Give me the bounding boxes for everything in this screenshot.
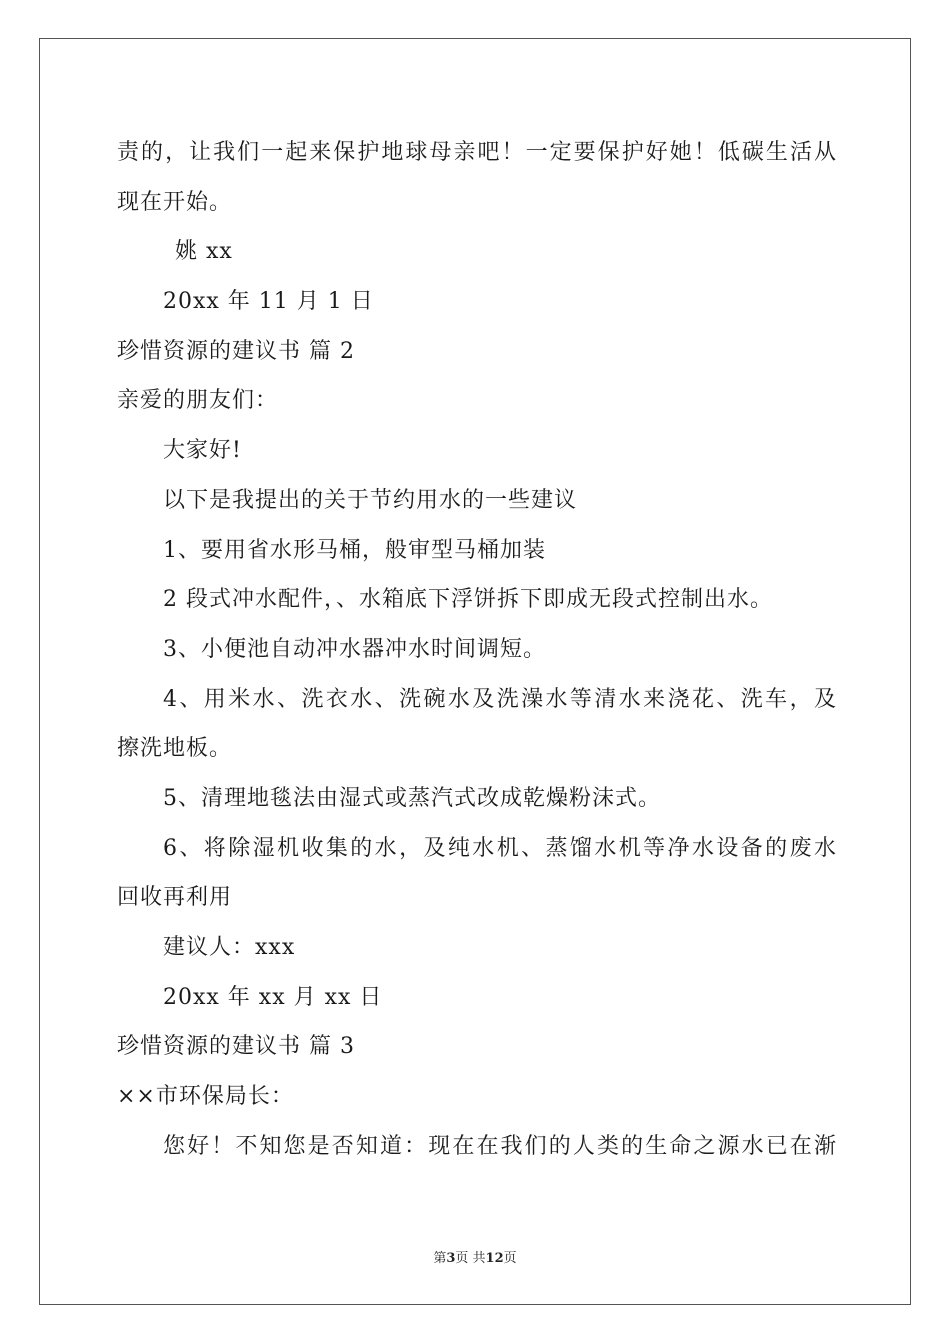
text-line: 您好！不知您是否知道：现在在我们的人类的生命之源水已在渐 [163,1133,837,1159]
text-line: 擦洗地板。 [117,736,233,762]
list-item: 3、小便池自动冲水器冲水时间调短。 [163,636,546,662]
greeting: 大家好! [163,438,242,464]
text-line: 责的，让我们一起来保护地球母亲吧！一定要保护好她！低碳生活从 [117,140,837,165]
footer-prefix: 第 [433,1251,447,1266]
signature-name: 建议人：xxx [163,935,296,960]
text-line: 现在开始。 [117,189,233,215]
list-item: 4、用米水、洗衣水、洗碗水及洗澡水等清水来浇花、洗车，及 [163,686,837,712]
footer-suffix: 页 [503,1251,517,1266]
salutation: ××市环保局长： [117,1084,294,1110]
list-item: 2 段式冲水配件，、水箱底下浮饼拆下即成无段式控制出水。 [163,587,773,613]
list-item: 5、清理地毯法由湿式或蒸汽式改成乾燥粉沫式。 [163,785,661,811]
text-line: 回收再利用 [117,885,233,911]
footer-total-pages: 12 [485,1251,504,1266]
footer-page-number: 3 [446,1251,456,1266]
salutation: 亲爱的朋友们： [117,388,279,414]
signature-name: 姚 xx [175,239,233,265]
signature-date: 20xx 年 11 月 1 日 [163,289,374,315]
footer-mid: 页 共 [455,1251,486,1266]
document-body [117,128,837,1171]
page-footer [0,1247,950,1266]
section-heading: 珍惜资源的建议书 篇 2 [117,338,355,364]
signature-date: 20xx 年 xx 月 xx 日 [163,984,383,1010]
list-item: 6、将除湿机收集的水，及纯水机、蒸馏水机等净水设备的废水 [163,835,837,861]
list-item: 1、要用省水形马桶，般审型马桶加装 [163,537,546,563]
text-line: 以下是我提出的关于节约用水的一些建议 [163,487,578,513]
section-heading: 珍惜资源的建议书 篇 3 [117,1034,355,1060]
